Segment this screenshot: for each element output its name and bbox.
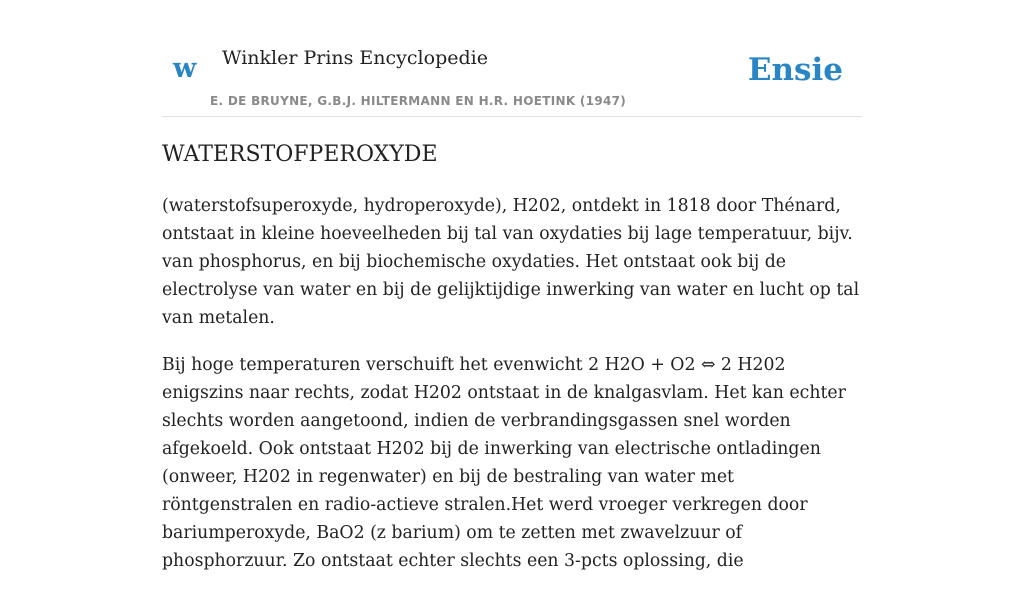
- article-paragraph: Bij hoge temperaturen verschuift het evenwicht 2 H2O + O2 ⇔ 2 H202 enigszins naar rechts, zodat H202 ontstaat in de knalgasvlam. Het kan echter slechts worden aangetoond, indien de verbrandingsgassen snel worden afgekoeld. Ook ontstaat H202 bij de inwerking van electrische ontladingen (onweer, H202 in regenwater) en bij de bestraling van water met röntgenstralen en radio-actieve stralen.Het werd vroeger verkregen door bariumperoxyde, BaO2 (z barium) om te zetten met zwavelzuur of phosphorzuur. Zo ontstaat echter slechts een 3-pcts oplossing, die: [162, 355, 846, 571]
- source-authors: E. DE BRUYNE, G.B.J. HILTERMANN EN H.R. HOETINK (1947): [210, 94, 627, 108]
- article-paragraph: (waterstofsuperoxyde, hydroperoxyde), H202, ontdekt in 1818 door Thénard, ontstaat in kleine hoeveelheden bij tal van oxydaties bij lage temperatuur, bijv. van phosphorus, en bij biochemische oxydaties. Het ontstaat ook bij de electrolyse van water en bij de gelijktijdige inwerking van water en lucht op tal van metalen.: [162, 196, 860, 328]
- article-body: [162, 192, 862, 594]
- article-title: WATERSTOFPEROXYDE: [162, 142, 438, 167]
- source-title-link[interactable]: Winkler Prins Encyclopedie: [222, 47, 488, 69]
- winkler-prins-logo-icon[interactable]: w: [173, 53, 197, 84]
- ensie-logo-link[interactable]: Ensie: [747, 52, 843, 88]
- site-header: [162, 0, 862, 117]
